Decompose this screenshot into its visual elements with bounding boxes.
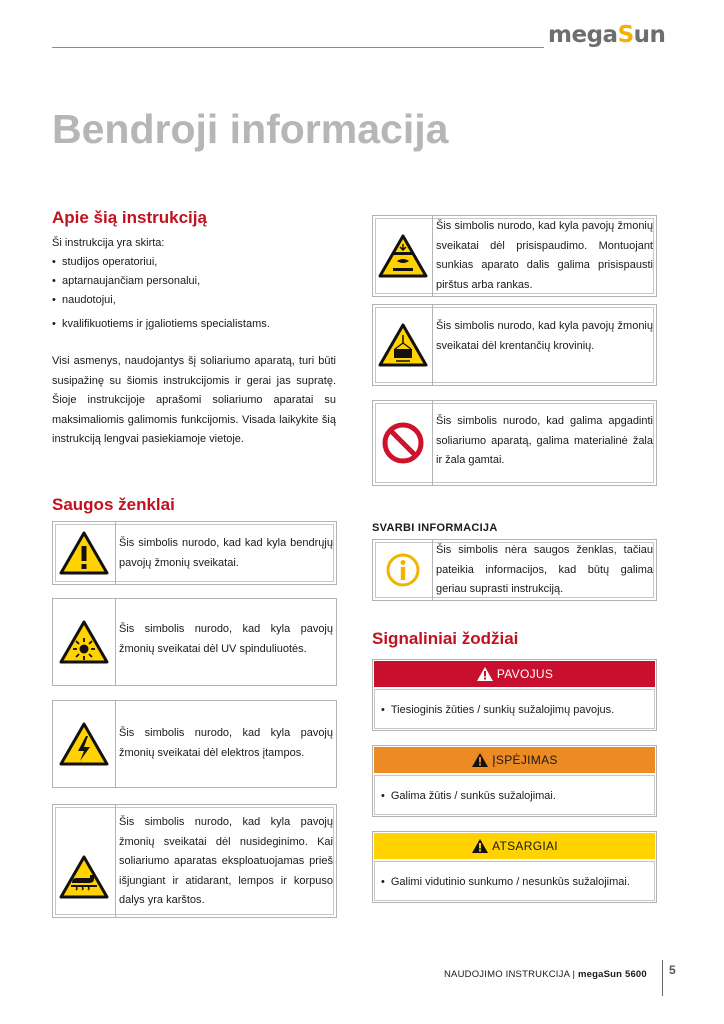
signal-danger-box xyxy=(372,659,657,731)
safety-sign-falling-load xyxy=(372,304,657,386)
footer-divider xyxy=(662,960,663,996)
safety-sign-hot-surface xyxy=(52,804,337,918)
important-info-box xyxy=(372,539,657,601)
sign-text: Šis simbolis nurodo, kad kad kyla bendrųjų pavojų žmonių sveikatai. xyxy=(119,537,333,569)
about-heading: Apie šią instrukciją xyxy=(52,208,207,227)
signal-description: • Galima žūtis / sunkūs sužalojimai. xyxy=(374,775,655,815)
signal-caution-bar xyxy=(374,833,655,859)
sign-text: Šis simbolis nurodo, kad kyla pavojų žmonių sveikatai dėl nusideginimo. Kai soliariumo aparatas eksploatuojamas prieš išjungiant ir atidarant, lempos ir korpuso dalys yra karštos. xyxy=(119,816,333,907)
sign-text: Šis simbolis nurodo, kad galima apgadinti soliariumo aparatą, galima materialinė žala ir žala gamtai. xyxy=(436,415,653,467)
signal-danger-bar xyxy=(374,661,655,687)
important-text: Šis simbolis nėra saugos ženklas, tačiau pateikia informacijos, kad būtų galima geriau suprasti instrukciją. xyxy=(436,544,653,596)
megasun-logo: megaSun xyxy=(548,22,666,48)
sign-text: Šis simbolis nurodo, kad kyla pavojų žmonių sveikatai dėl elektros įtampos. xyxy=(119,727,333,759)
falling-load-icon xyxy=(373,305,433,385)
signal-description: • Galimi vidutinio sunkumo / nesunkūs sužalojimai. xyxy=(374,861,655,901)
signal-warning-bar xyxy=(374,747,655,773)
signal-caution-box xyxy=(372,831,657,903)
safety-signs-heading: Saugos ženklai xyxy=(52,495,175,514)
page-number: 5 xyxy=(669,963,676,977)
safety-sign-voltage xyxy=(52,700,337,788)
list-item: • aptarnaujančiam personalui, xyxy=(52,275,201,287)
safety-sign-crush xyxy=(372,215,657,297)
sign-text: Šis simbolis nurodo, kad kyla pavojų žmonių sveikatai dėl krentančių krovinių. xyxy=(436,320,653,352)
signal-description: • Tiesioginis žūties / sunkių sužalojimų pavojus. xyxy=(374,689,655,729)
footer-doc-label: NAUDOJIMO INSTRUKCIJA | megaSun 5600 xyxy=(444,969,647,980)
header-rule xyxy=(52,47,544,48)
uv-radiation-icon xyxy=(53,599,116,685)
about-paragraph: Visi asmenys, naudojantys šį soliariumo aparatą, turi būti susipažinę su šiomis instrukcijomis ir gerai jas supratę. Šioje instrukcijoje aprašomi soliariumo aparatai su maksimaliomis galimomis funkcijomis. Visada laikykite šią instrukciją lengvai pasiekiamoje vietoje. xyxy=(52,355,336,446)
crush-hazard-icon xyxy=(373,216,433,296)
about-intro: Ši instrukcija yra skirta: xyxy=(52,237,165,249)
signal-label: ATSARGIAI xyxy=(492,839,558,853)
important-label: SVARBI INFORMACIJA xyxy=(372,522,498,534)
list-item: • studijos operatoriui, xyxy=(52,256,158,268)
info-icon xyxy=(373,540,433,600)
sign-text: Šis simbolis nurodo, kad kyla pavojų žmonių sveikatai dėl UV spinduliuotės. xyxy=(119,623,333,655)
warning-triangle-icon xyxy=(471,838,489,854)
warning-triangle-icon xyxy=(471,752,489,768)
prohibition-icon xyxy=(373,401,433,485)
signal-words-heading: Signaliniai žodžiai xyxy=(372,629,519,648)
warning-triangle-icon xyxy=(476,666,494,682)
hot-surface-icon xyxy=(53,805,116,917)
safety-sign-uv xyxy=(52,598,337,686)
general-warning-icon xyxy=(53,522,116,584)
signal-warning-box xyxy=(372,745,657,817)
signal-label: ĮSPĖJIMAS xyxy=(492,753,558,767)
page-title: Bendroji informacija xyxy=(52,106,449,152)
list-item: • naudotojui, xyxy=(52,294,116,306)
sign-text: Šis simbolis nurodo, kad kyla pavojų žmonių sveikatai dėl prisispaudimo. Montuojant sunkias aparato dalis galima prisispausti pirštus arba rankas. xyxy=(436,220,653,291)
signal-label: PAVOJUS xyxy=(496,667,554,681)
list-item: • kvalifikuotiems ir įgaliotiems specialistams. xyxy=(52,318,270,330)
safety-sign-prohibition xyxy=(372,400,657,486)
electric-voltage-icon xyxy=(53,701,116,787)
safety-sign-general xyxy=(52,521,337,585)
